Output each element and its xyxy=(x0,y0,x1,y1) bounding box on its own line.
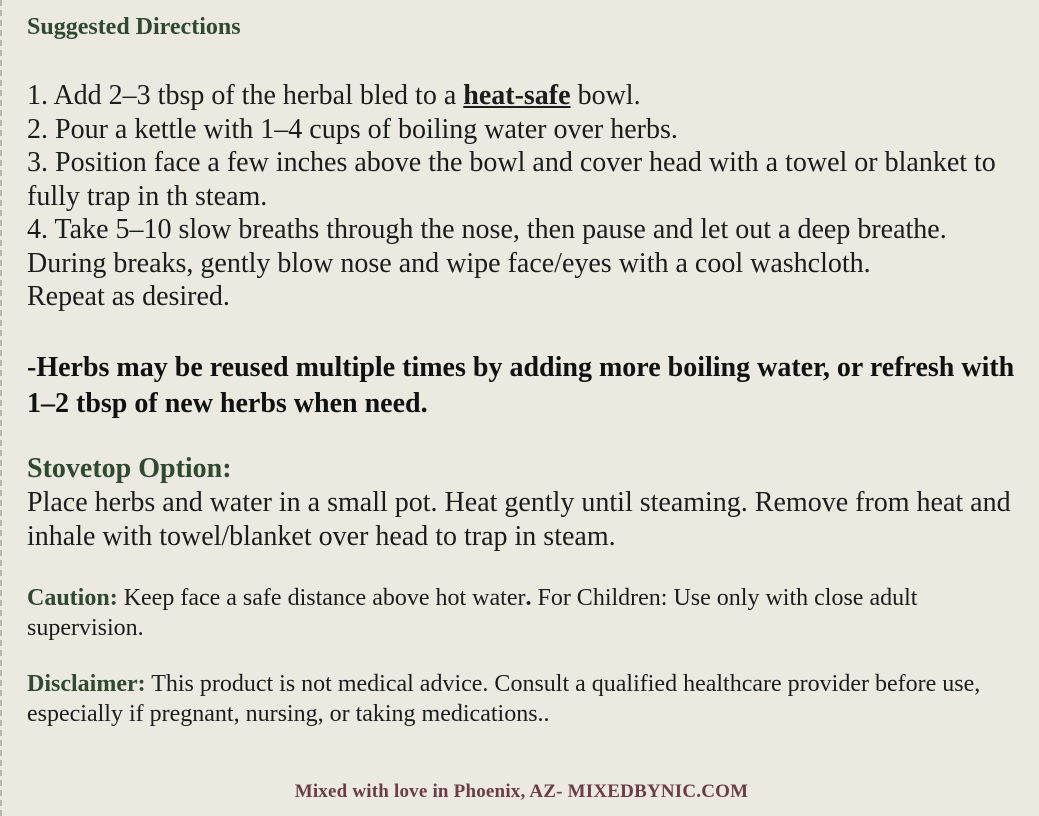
step-3: 3. Position face a few inches above the bowl and cover head with a towel or blanket to fully trap in th steam. xyxy=(27,147,996,212)
step-2: 2. Pour a kettle with 1–4 cups of boiling water over herbs. xyxy=(27,113,678,145)
card-content xyxy=(27,12,1032,729)
step-1-text-end: bowl. xyxy=(570,80,641,111)
directions-list xyxy=(27,79,1032,314)
heat-safe-emphasis: heat-safe xyxy=(463,80,571,111)
caution-label: Caution: xyxy=(27,584,118,611)
disclaimer-note xyxy=(27,669,1032,729)
caution-period: . xyxy=(525,584,532,611)
disclaimer-text: This product is not medical advice. Consult a qualified healthcare provider before use, especially if pregnant, nursing, or taking medications.. xyxy=(27,670,981,727)
section-title: Suggested Directions xyxy=(27,14,241,40)
repeat-note: Repeat as desired. xyxy=(27,281,230,312)
step-1 xyxy=(27,79,1032,113)
breaks-note: During breaks, gently blow nose and wipe face/eyes with a cool washcloth. xyxy=(27,247,871,279)
step-1-text-start: 1. Add 2–3 tbsp of the herbal bled to a xyxy=(27,80,464,111)
disclaimer-label: Disclaimer: xyxy=(27,670,146,697)
footer-credit: Mixed with love in Phoenix, AZ- MIXEDBYNIC.COM xyxy=(294,781,749,802)
caution-note xyxy=(27,583,1032,643)
stovetop-title: Stovetop Option: xyxy=(27,452,232,484)
step-4: 4. Take 5–10 slow breaths through the nose, then pause and let out a deep breathe. xyxy=(27,214,947,245)
stovetop-body: Place herbs and water in a small pot. Heat gently until steaming. Remove from heat and inhale with towel/blanket over head to trap in steam. xyxy=(27,486,1011,552)
caution-text-end: For Children: Use only with close adult supervision. xyxy=(27,584,918,641)
caution-text-start: Keep face a safe distance above hot water xyxy=(117,584,526,611)
reuse-note: -Herbs may be reused multiple times by adding more boiling water, or refresh with 1–2 tbsp of new herbs when need. xyxy=(27,351,1015,419)
